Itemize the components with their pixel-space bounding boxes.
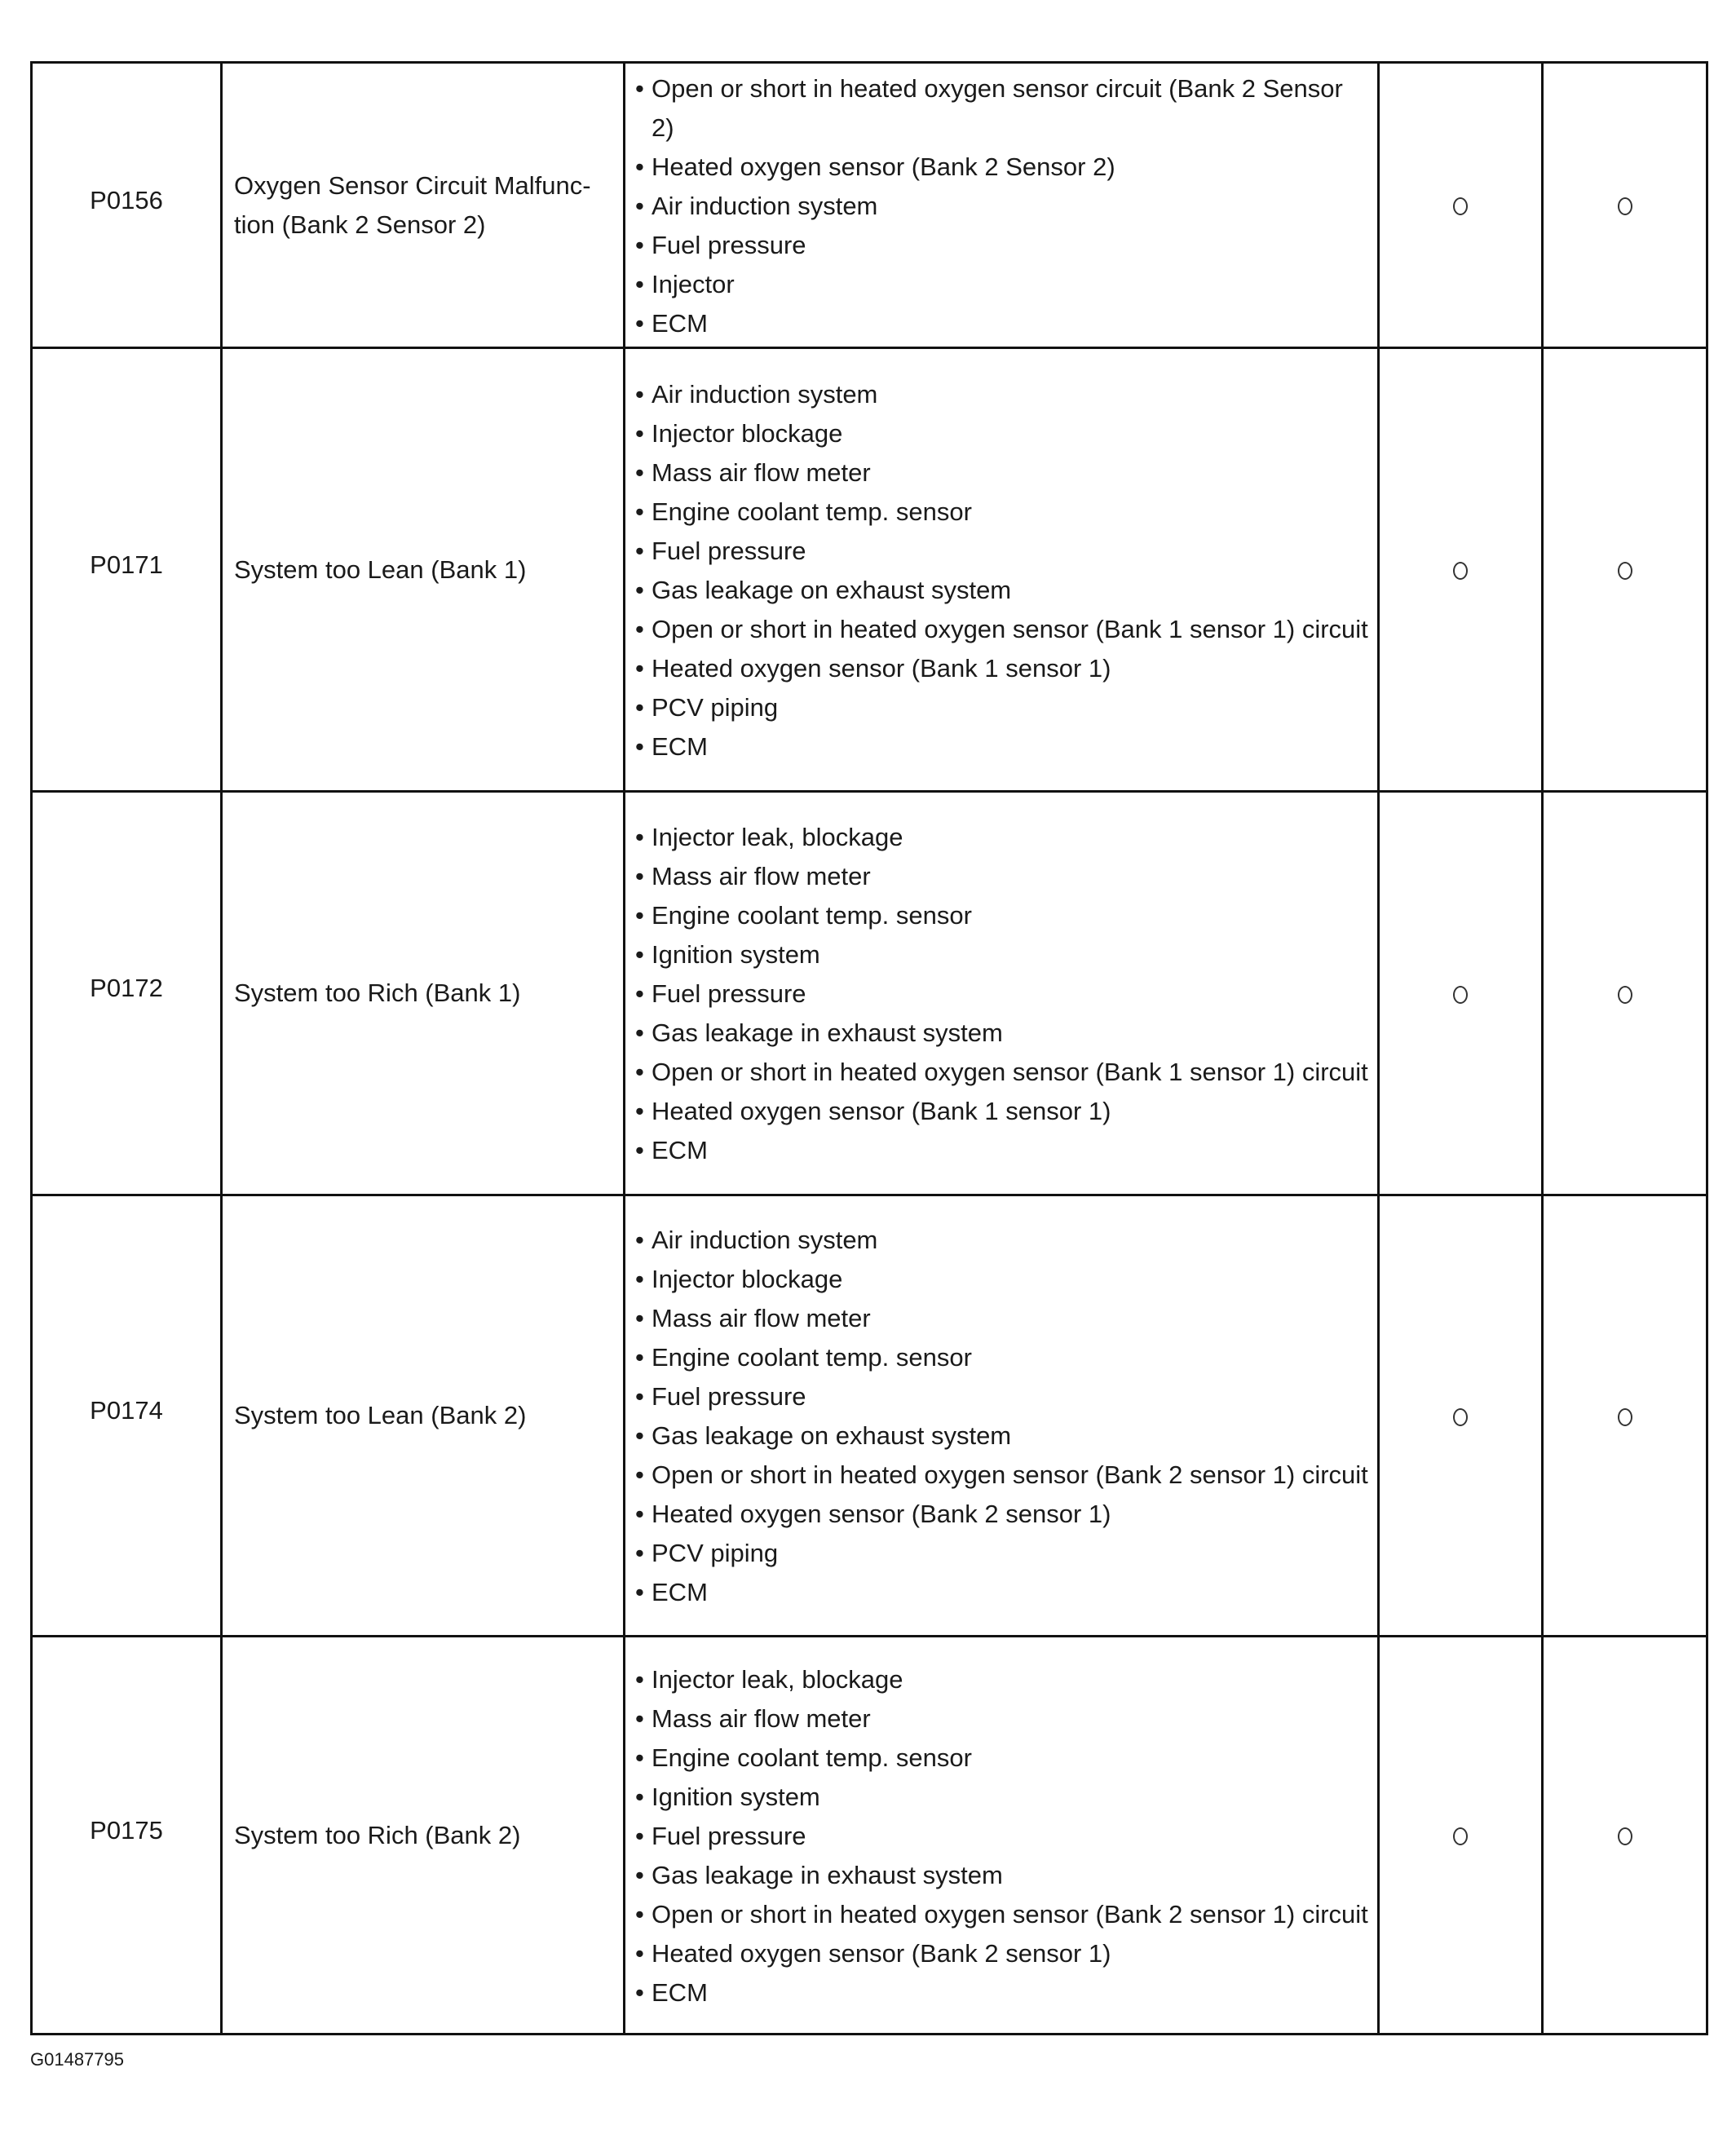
check-item-list <box>635 1660 1369 2012</box>
trip-mark-cell <box>1379 1637 1543 2035</box>
check-item-list <box>635 818 1369 1170</box>
trip-mark-cell <box>1379 1195 1543 1637</box>
list-item: • Air induction system <box>635 1221 1369 1260</box>
figure-id: G01487795 <box>30 2049 124 2070</box>
dtc-description: System too Rich (Bank 1) <box>222 792 625 1195</box>
list-item: • Ignition system <box>635 935 1369 974</box>
circle-mark-icon <box>1618 562 1632 580</box>
list-item: • Injector leak, blockage <box>635 818 1369 857</box>
circle-mark-icon <box>1618 197 1632 215</box>
list-item: • Heated oxygen sensor (Bank 2 Sensor 2) <box>635 148 1369 187</box>
list-item: • Open or short in heated oxygen sensor (Bank 1 sensor 1) circuit <box>635 1053 1369 1092</box>
check-items <box>625 1195 1379 1637</box>
dtc-code: P0171 <box>32 348 222 792</box>
list-item: • ECM <box>635 304 1369 343</box>
list-item: • Heated oxygen sensor (Bank 1 sensor 1) <box>635 649 1369 688</box>
list-item: • Injector blockage <box>635 414 1369 453</box>
dtc-table <box>30 61 1708 2035</box>
list-item: • Air induction system <box>635 375 1369 414</box>
list-item: • Ignition system <box>635 1778 1369 1817</box>
list-item: • Fuel pressure <box>635 1817 1369 1856</box>
table-row <box>32 348 1707 792</box>
check-items <box>625 63 1379 348</box>
list-item: • ECM <box>635 1573 1369 1612</box>
list-item: • Fuel pressure <box>635 1377 1369 1416</box>
circle-mark-icon <box>1618 1827 1632 1845</box>
dtc-description: System too Rich (Bank 2) <box>222 1637 625 2035</box>
list-item: • Mass air flow meter <box>635 857 1369 896</box>
list-item: • Injector blockage <box>635 1260 1369 1299</box>
list-item: • Gas leakage on exhaust system <box>635 1416 1369 1456</box>
circle-mark-icon <box>1618 1408 1632 1426</box>
mil-mark-cell <box>1543 348 1707 792</box>
mil-mark-cell <box>1543 63 1707 348</box>
list-item: • Open or short in heated oxygen sensor (Bank 1 sensor 1) circuit <box>635 610 1369 649</box>
list-item: • Heated oxygen sensor (Bank 2 sensor 1) <box>635 1934 1369 1973</box>
list-item: • Mass air flow meter <box>635 1699 1369 1739</box>
table-row <box>32 1637 1707 2035</box>
dtc-description: System too Lean (Bank 2) <box>222 1195 625 1637</box>
list-item: • Gas leakage in exhaust system <box>635 1014 1369 1053</box>
check-items <box>625 1637 1379 2035</box>
list-item: • Fuel pressure <box>635 974 1369 1014</box>
circle-mark-icon <box>1453 986 1468 1004</box>
trip-mark-cell <box>1379 348 1543 792</box>
circle-mark-icon <box>1453 1827 1468 1845</box>
list-item: • Gas leakage on exhaust system <box>635 571 1369 610</box>
check-items <box>625 348 1379 792</box>
list-item: • Heated oxygen sensor (Bank 2 sensor 1) <box>635 1495 1369 1534</box>
list-item: • Engine coolant temp. sensor <box>635 1338 1369 1377</box>
table-row <box>32 792 1707 1195</box>
dtc-code: P0175 <box>32 1637 222 2035</box>
list-item: • Engine coolant temp. sensor <box>635 896 1369 935</box>
dtc-code: P0174 <box>32 1195 222 1637</box>
check-item-list <box>635 69 1369 343</box>
mil-mark-cell <box>1543 792 1707 1195</box>
check-item-list <box>635 1221 1369 1612</box>
trip-mark-cell <box>1379 792 1543 1195</box>
list-item: • ECM <box>635 1973 1369 2012</box>
list-item: • ECM <box>635 1131 1369 1170</box>
list-item: • Engine coolant temp. sensor <box>635 1739 1369 1778</box>
list-item: • Injector <box>635 265 1369 304</box>
list-item: • Engine coolant temp. sensor <box>635 493 1369 532</box>
list-item: • Fuel pressure <box>635 532 1369 571</box>
list-item: • PCV piping <box>635 688 1369 727</box>
mil-mark-cell <box>1543 1637 1707 2035</box>
list-item: • Fuel pressure <box>635 226 1369 265</box>
trip-mark-cell <box>1379 63 1543 348</box>
check-item-list <box>635 375 1369 767</box>
circle-mark-icon <box>1618 986 1632 1004</box>
list-item: • Open or short in heated oxygen sensor circuit (Bank 2 Sensor 2) <box>635 69 1369 148</box>
table-row <box>32 1195 1707 1637</box>
dtc-code: P0172 <box>32 792 222 1195</box>
circle-mark-icon <box>1453 562 1468 580</box>
list-item: • PCV piping <box>635 1534 1369 1573</box>
dtc-description: System too Lean (Bank 1) <box>222 348 625 792</box>
check-items <box>625 792 1379 1195</box>
list-item: • Air induction system <box>635 187 1369 226</box>
circle-mark-icon <box>1453 1408 1468 1426</box>
circle-mark-icon <box>1453 197 1468 215</box>
list-item: • Open or short in heated oxygen sensor (Bank 2 sensor 1) circuit <box>635 1456 1369 1495</box>
list-item: • Open or short in heated oxygen sensor (Bank 2 sensor 1) circuit <box>635 1895 1369 1934</box>
table-row <box>32 63 1707 348</box>
dtc-code: P0156 <box>32 63 222 348</box>
mil-mark-cell <box>1543 1195 1707 1637</box>
list-item: • Heated oxygen sensor (Bank 1 sensor 1) <box>635 1092 1369 1131</box>
list-item: • Gas leakage in exhaust system <box>635 1856 1369 1895</box>
list-item: • Injector leak, blockage <box>635 1660 1369 1699</box>
list-item: • Mass air flow meter <box>635 453 1369 493</box>
list-item: • Mass air flow meter <box>635 1299 1369 1338</box>
dtc-description: Oxygen Sensor Circuit Malfunc-tion (Bank 2 Sensor 2) <box>222 63 625 348</box>
list-item: • ECM <box>635 727 1369 767</box>
